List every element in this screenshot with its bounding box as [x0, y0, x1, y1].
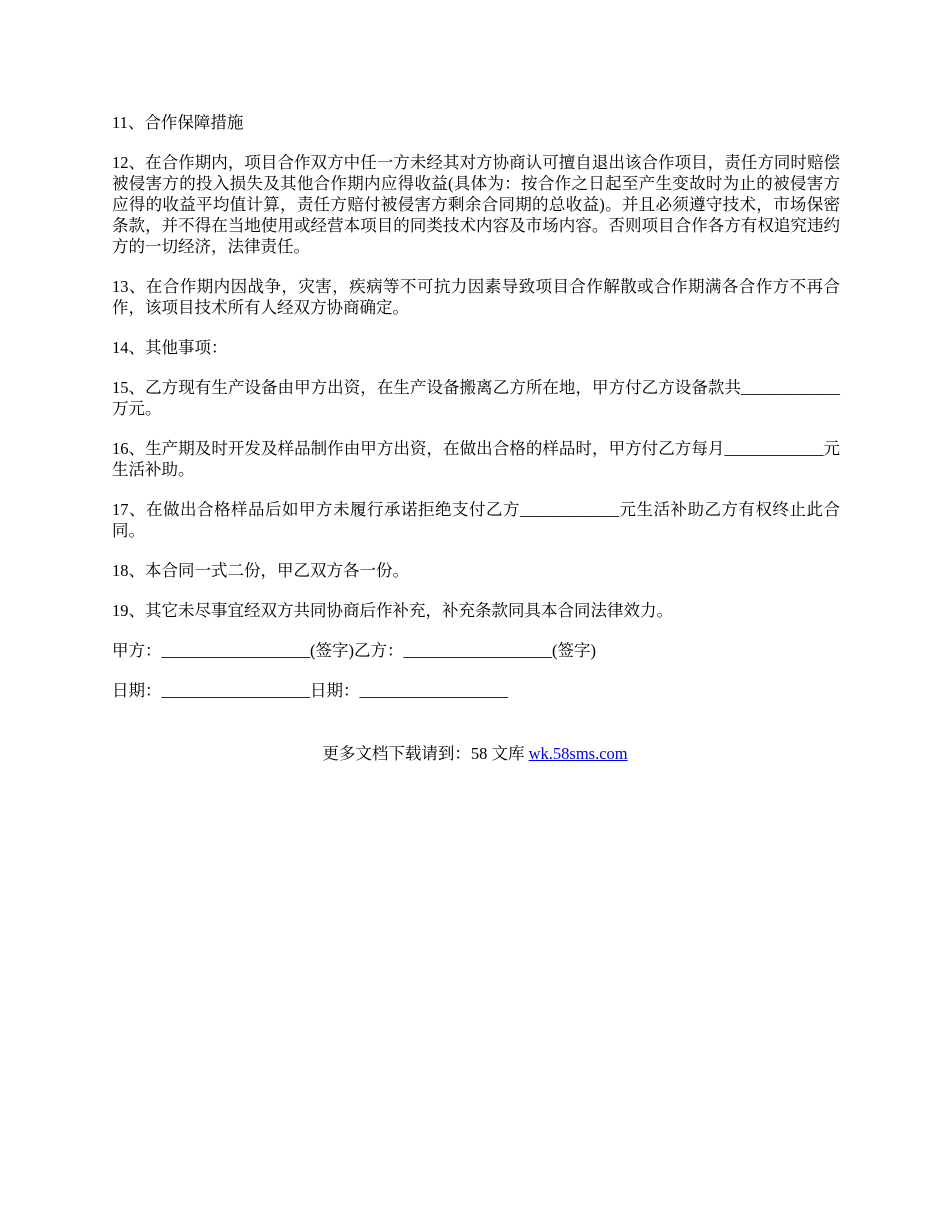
- date-line: 日期：__________________日期：__________________: [112, 681, 508, 700]
- clause-16: 16、生产期及时开发及样品制作由甲方出资，在做出合格的样品时，甲方付乙方每月____________元生活补助。: [112, 439, 840, 479]
- clause-15: 15、乙方现有生产设备由甲方出资，在生产设备搬离乙方所在地，甲方付乙方设备款共____________万元。: [112, 378, 840, 418]
- clause-14: 14、其他事项：: [112, 338, 228, 357]
- clause-17: 17、在做出合格样品后如甲方未履行承诺拒绝支付乙方____________元生活补助乙方有权终止此合同。: [112, 500, 840, 540]
- clause-18: 18、本合同一式二份，甲乙双方各一份。: [112, 561, 409, 580]
- document-body: [112, 112, 840, 720]
- signature-line: 甲方：__________________(签字)乙方：__________________(签字): [112, 641, 596, 660]
- clause-12: 12、在合作期内，项目合作双方中任一方未经其对方协商认可擅自退出该合作项目，责任方同时赔偿被侵害方的投入损失及其他合作期内应得收益(具体为：按合作之日起至产生变故时为止的被侵害方应得的收益平均值计算，责任方赔付被侵害方剩余合同期的总收益)。并且必须遵守技术，市场保密条款，并不得在当地使用或经营本项目的同类技术内容及市场内容。否则项目合作各方有权追究违约方的一切经济，法律责任。: [112, 153, 840, 256]
- footer-link[interactable]: wk.58sms.com: [528, 744, 628, 763]
- footer-text: 更多文档下载请到：58 文库: [322, 744, 529, 763]
- clause-11: 11、合作保障措施: [112, 113, 244, 132]
- footer: [0, 743, 950, 764]
- clause-13: 13、在合作期内因战争，灾害，疾病等不可抗力因素导致项目合作解散或合作期满各合作方不再合作，该项目技术所有人经双方协商确定。: [112, 277, 840, 317]
- clause-19: 19、其它未尽事宜经双方共同协商后作补充，补充条款同具本合同法律效力。: [112, 601, 673, 620]
